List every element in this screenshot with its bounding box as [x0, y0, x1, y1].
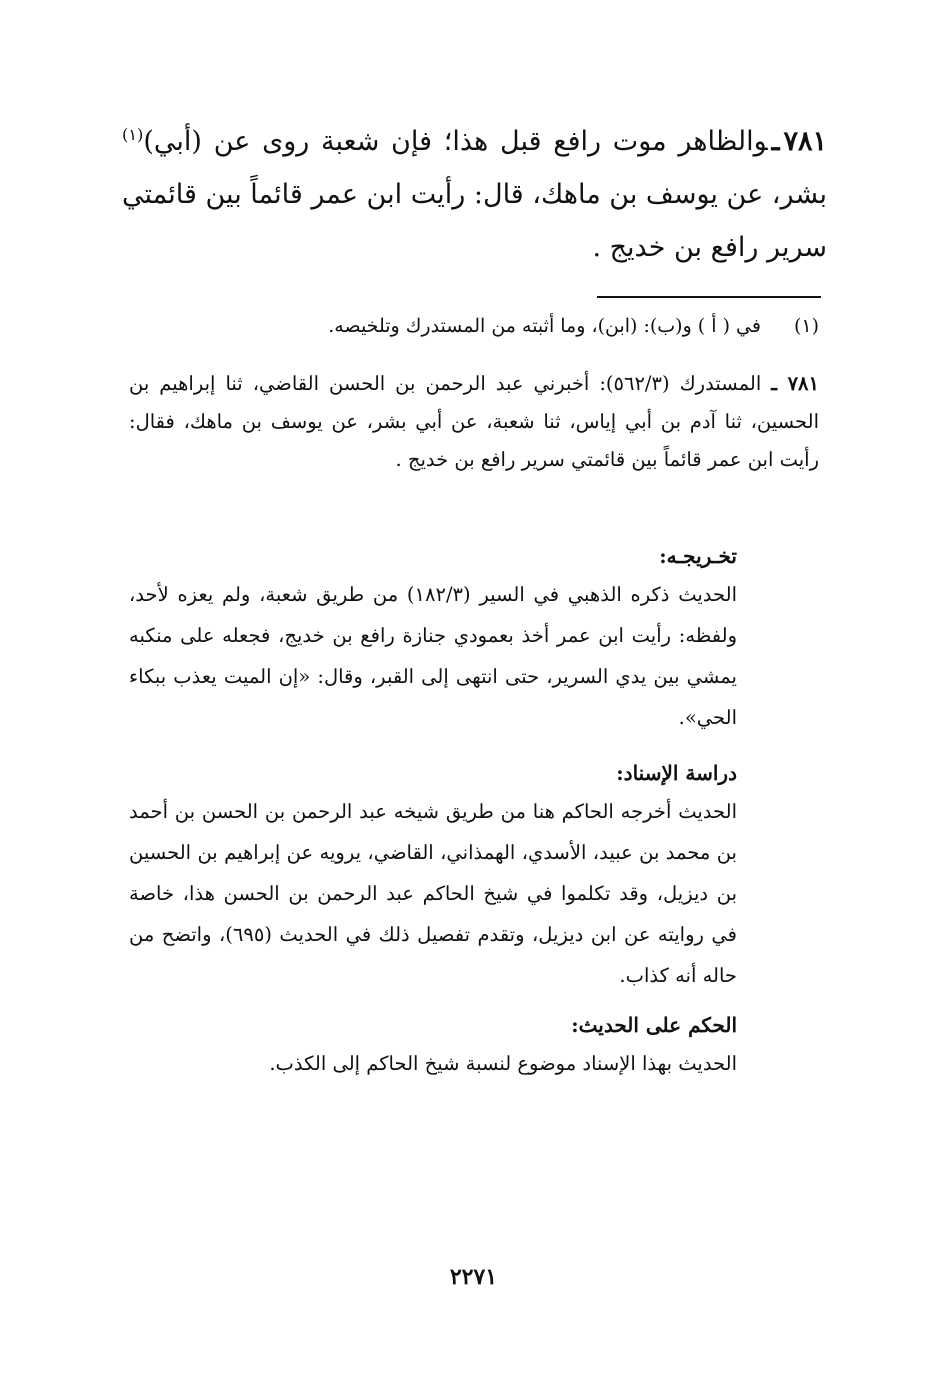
footnote-separator: [597, 296, 821, 298]
footnote-number: (١): [793, 315, 819, 337]
main-hadith-text: [122, 108, 827, 274]
dirasa-text: الحديث أخرجه الحاكم هنا من طريق شيخه عبد الرحمن بن الحسن بن أحمد بن محمد بن عبيد، الأسدي، الهمذاني، القاضي، يرويه عن إبراهيم بن الحسين بن ديزيل، وقد تكلموا في شيخ الحاكم عبد الرحمن بن الحسن هذا، خاصة في روايته عن ابن ديزيل، وتقدم تفصيل ذلك في الحديث (٦٩٥)، واتضح من حاله أنه كذاب.: [129, 800, 737, 987]
dirasa-section: [129, 755, 737, 996]
commentary-number: ٧٨١ ـ: [771, 372, 819, 395]
footnote-reference: (١): [122, 125, 144, 144]
commentary-text: المستدرك (٥٦٢/٣): أخبرني عبد الرحمن بن الحسن القاضي، ثنا إبراهيم بن الحسين، ثنا آدم بن أبي إياس، ثنا شعبة، عن أبي بشر، عن يوسف بن ماهك، فقال: رأيت ابن عمر قائماً بين قائمتي سرير رافع بن خديج .: [129, 372, 819, 471]
takhrij-heading: تخـريجـه:: [659, 544, 737, 568]
hukm-text: الحديث بهذا الإسناد موضوع لنسبة شيخ الحاكم إلى الكذب.: [269, 1052, 737, 1075]
dirasa-heading: دراسة الإسناد:: [616, 761, 737, 785]
page-number: ٢٢٧١: [449, 1264, 498, 1290]
hadith-text-part2: بشر، عن يوسف بن ماهك، قال: رأيت ابن عمر قائماً بين قائمتي سرير رافع بن خديج .: [122, 179, 827, 263]
footnote-text: في ( أ ) و(ب): (ابن)، وما أثبته من المستدرك وتلخيصه.: [328, 315, 761, 337]
hukm-heading: الحكم على الحديث:: [571, 1013, 737, 1037]
hukm-section: [129, 1007, 737, 1084]
hadith-text-part1: والظاهر موت رافع قبل هذا؛ فإن شعبة روى عن (أبي): [143, 126, 768, 157]
takhrij-text: الحديث ذكره الذهبي في السير (١٨٢/٣) من طريق شعبة، ولم يعزه لأحد، ولفظه: رأيت ابن عمر أخذ بعمودي جنازة رافع بن خديج، فجعله على منكبه يمشي بين يدي السرير، حتى انتهى إلى القبر، وقال: «إن الميت يعذب ببكاء الحي».: [129, 583, 737, 729]
hadith-dash: ـ: [771, 126, 780, 157]
commentary-block: [129, 365, 819, 479]
footnote: [129, 312, 819, 340]
hadith-number: ٧٨١: [783, 126, 827, 157]
takhrij-section: [129, 538, 737, 738]
